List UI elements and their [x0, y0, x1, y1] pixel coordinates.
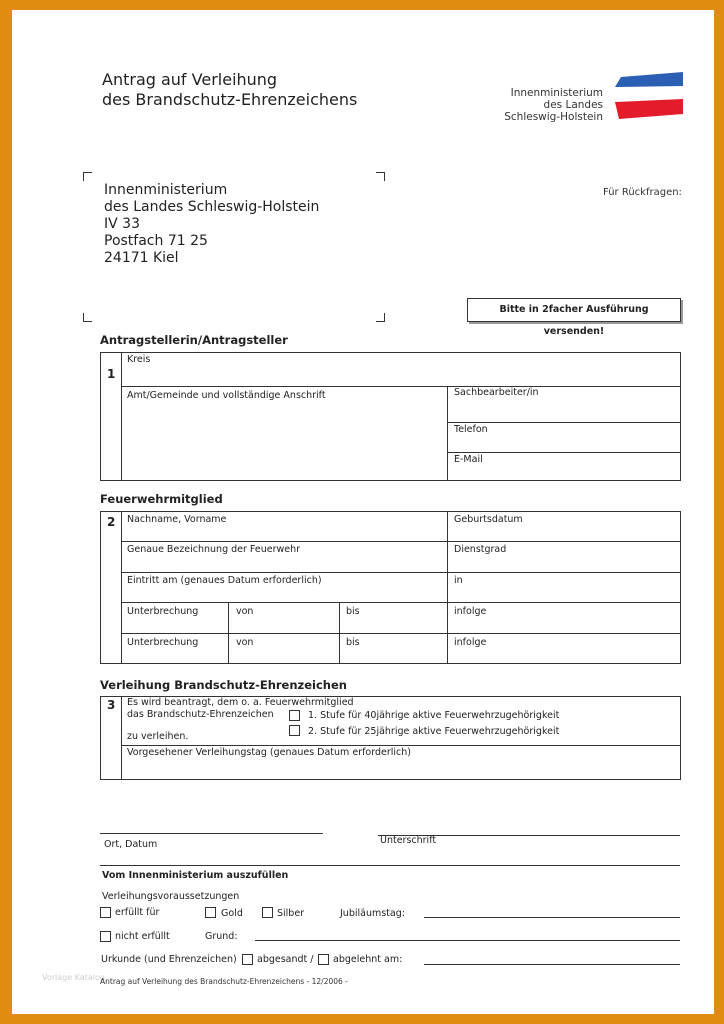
form-title [102, 70, 357, 110]
telefon-label: Telefon [454, 424, 488, 435]
corner-mark-bottom-left [83, 313, 92, 322]
office-heading: Vom Innenministerium auszufüllen [102, 870, 289, 881]
section-3-number: 3 [107, 698, 116, 712]
corner-mark-bottom-right [376, 313, 385, 322]
silber-checkbox[interactable] [262, 907, 273, 918]
stufe-2-label: 2. Stufe für 25jährige aktive Feuerwehrzugehörigkeit [308, 726, 560, 737]
watermark-text: Vorlage Katalog [42, 973, 105, 982]
ort-datum-label: Ort, Datum [104, 839, 158, 850]
section-1-number: 1 [107, 367, 116, 381]
unterbrechung-2-label: Unterbrechung [127, 637, 199, 648]
kreis-label: Kreis [127, 354, 151, 365]
infolge-1-label: infolge [454, 606, 487, 617]
abgesandt-label: abgesandt / [257, 954, 314, 965]
amt-anschrift-label: Amt/Gemeinde und vollständige Anschrift [127, 390, 326, 401]
voraussetzungen-label: Verleihungsvoraussetzungen [102, 891, 240, 902]
section-1-heading: Antragstellerin/Antragsteller [100, 333, 288, 347]
rueckfragen-label: Für Rückfragen: [603, 187, 682, 198]
abgelehnt-label: abgelehnt am: [333, 954, 403, 965]
address-line-2: des Landes Schleswig-Holstein [104, 199, 320, 215]
section-2-heading: Feuerwehrmitglied [100, 492, 223, 506]
section-3-box [100, 696, 681, 780]
stufe-2-checkbox[interactable] [289, 725, 300, 736]
stufe-1-checkbox[interactable] [289, 710, 300, 721]
corner-mark-top-right [376, 172, 385, 181]
ort-datum-line[interactable] [100, 833, 323, 834]
nicht-erfuellt-label: nicht erfüllt [115, 931, 170, 942]
duplicate-notice: Bitte in 2facher Ausführung versenden! [467, 298, 681, 322]
nicht-erfuellt-checkbox[interactable] [100, 931, 111, 942]
jubilaeumstag-line[interactable] [424, 917, 680, 918]
recipient-address [104, 182, 319, 267]
stufe-1-label: 1. Stufe für 40jährige aktive Feuerwehrzugehörigkeit [308, 710, 560, 721]
infolge-2-label: infolge [454, 637, 487, 648]
ministry-logo-text [482, 87, 603, 123]
silber-label: Silber [277, 908, 305, 919]
erfuellt-label: erfüllt für [115, 907, 160, 918]
eintritt-label: Eintritt am (genaues Datum erforderlich) [127, 575, 322, 586]
title-line-1: Antrag auf Verleihung [102, 70, 278, 89]
antrag-text-3: zu verleihen. [127, 731, 189, 742]
jubilaeumstag-label: Jubiläumstag: [340, 908, 405, 919]
unterbrechung-1-label: Unterbrechung [127, 606, 199, 617]
dienstgrad-label: Dienstgrad [454, 544, 507, 555]
gold-label: Gold [221, 908, 243, 919]
urkunde-label: Urkunde (und Ehrenzeichen) [101, 954, 237, 965]
gold-checkbox[interactable] [205, 907, 216, 918]
title-line-2: des Brandschutz-Ehrenzeichens [102, 90, 358, 109]
von-1-label: von [236, 606, 254, 617]
section-2-box [100, 511, 681, 664]
abgesandt-checkbox[interactable] [242, 954, 253, 965]
logo-line-3: Schleswig-Holstein [504, 111, 603, 123]
feuerwehr-bezeichnung-label: Genaue Bezeichnung der Feuerwehr [127, 544, 301, 555]
office-divider [100, 865, 680, 866]
in-label: in [454, 575, 463, 586]
address-line-3: IV 33 [104, 216, 140, 232]
email-label: E-Mail [454, 454, 483, 465]
section-2-number: 2 [107, 515, 116, 529]
antrag-text-1: Es wird beantragt, dem o. a. Feuerwehrmitglied [127, 697, 354, 708]
urkunde-datum-line[interactable] [424, 964, 680, 965]
bis-2-label: bis [346, 637, 360, 648]
bis-1-label: bis [346, 606, 360, 617]
verleihungstag-label: Vorgesehener Verleihungstag (genaues Datum erforderlich) [127, 747, 411, 758]
logo-line-1: Innenministerium [510, 87, 603, 99]
address-line-1: Innenministerium [104, 182, 228, 198]
unterschrift-label: Unterschrift [380, 835, 437, 846]
corner-mark-top-left [83, 172, 92, 181]
nachname-label: Nachname, Vorname [127, 514, 227, 525]
logo-line-2: des Landes [543, 99, 603, 111]
grund-line[interactable] [255, 940, 680, 941]
abgelehnt-checkbox[interactable] [318, 954, 329, 965]
grund-label: Grund: [205, 931, 238, 942]
sachbearbeiter-label: Sachbearbeiter/in [454, 387, 539, 398]
form-page [12, 10, 714, 1014]
section-1-box [100, 352, 681, 481]
geburtsdatum-label: Geburtsdatum [454, 514, 523, 525]
section-3-heading: Verleihung Brandschutz-Ehrenzeichen [100, 678, 347, 692]
erfuellt-checkbox[interactable] [100, 907, 111, 918]
address-line-5: 24171 Kiel [104, 250, 179, 266]
footer-text: Antrag auf Verleihung des Brandschutz-Ehrenzeichens - 12/2006 - [100, 977, 348, 986]
antrag-text-2: das Brandschutz-Ehrenzeichen [127, 709, 274, 720]
von-2-label: von [236, 637, 254, 648]
address-line-4: Postfach 71 25 [104, 233, 208, 249]
ministry-flag-logo [615, 72, 683, 122]
